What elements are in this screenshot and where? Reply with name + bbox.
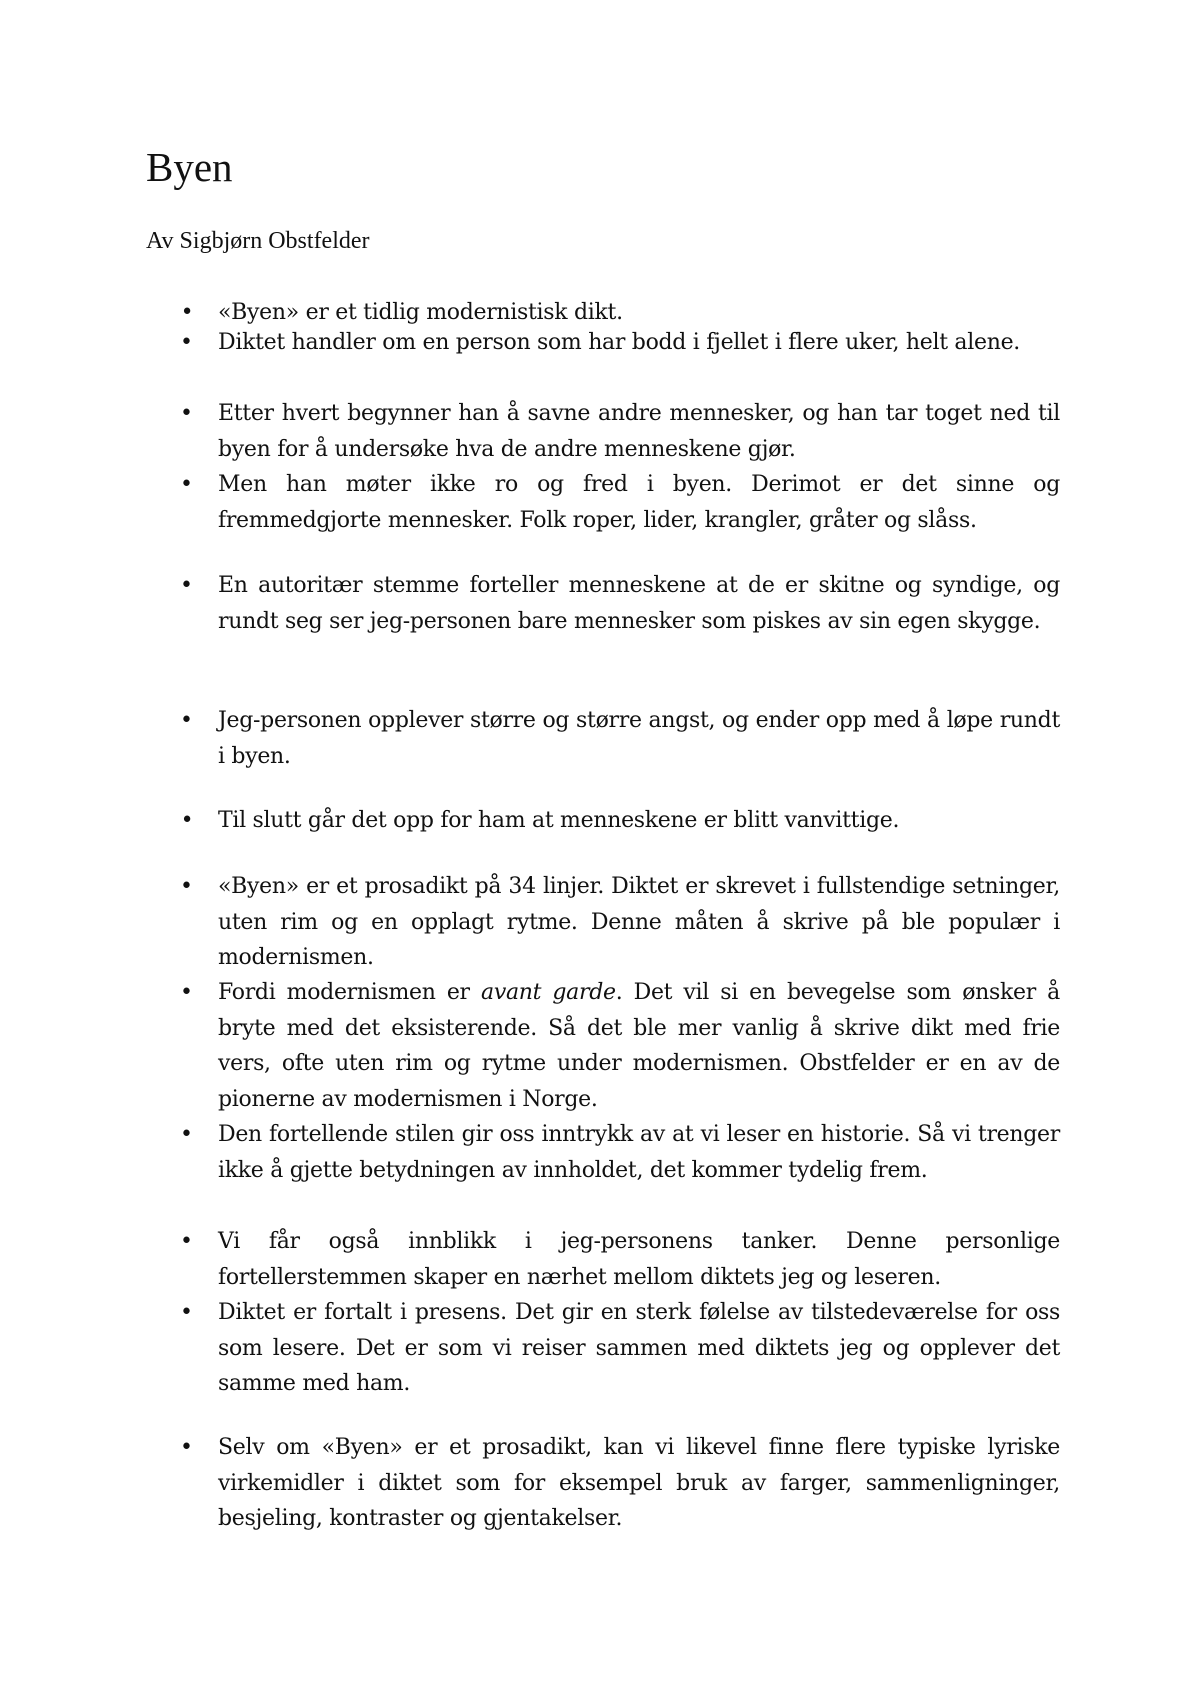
list-item-text — [218, 975, 1060, 1117]
text-run: . Det vil si en bevegelse som ønsker å bryte med det eksisterende. Så det ble mer vanlig å skrive dikt med frie vers, ofte uten rim og rytme under modernismen. Obstfelder er en av de pionerne av modernismen i Norge. — [218, 980, 1060, 1112]
list-item — [180, 396, 1060, 467]
list-item-text: Men han møter ikke ro og fred i byen. Derimot er det sinne og fremmedgjorte mennesker. Folk roper, lider, krangler, gråter og slåss. — [218, 472, 1060, 533]
bullet-icon: • — [180, 980, 193, 1005]
list-item — [180, 1117, 1060, 1188]
list-item-text: Etter hvert begynner han å savne andre mennesker, og han tar toget ned til byen for å undersøke hva de andre menneskene gjør. — [218, 401, 1060, 462]
list-item-text: Diktet er fortalt i presens. Det gir en sterk følelse av tilstedeværelse for oss som lesere. Det er som vi reiser sammen med diktets jeg og opplever det samme med ham. — [218, 1300, 1060, 1396]
list-item — [180, 568, 1060, 639]
bullet-icon: • — [180, 401, 193, 426]
bullet-icon: • — [180, 1435, 193, 1460]
bullet-icon: • — [180, 708, 193, 733]
list-item-text: Jeg-personen opplever større og større angst, og ender opp med å løpe rundt i byen. — [218, 708, 1060, 769]
list-item-text: Til slutt går det opp for ham at menneskene er blitt vanvittige. — [218, 808, 900, 833]
list-item — [180, 1430, 1060, 1537]
list-item — [180, 1295, 1060, 1402]
list-item — [180, 325, 1060, 361]
list-item — [180, 467, 1060, 538]
list-item — [180, 1224, 1060, 1295]
list-item — [180, 975, 1060, 1117]
bullet-icon: • — [180, 1300, 193, 1325]
author-line: Av Sigbjørn Obstfelder — [146, 228, 370, 254]
bullet-icon: • — [180, 300, 194, 325]
bullet-icon: • — [180, 573, 193, 598]
bullet-icon: • — [180, 808, 194, 833]
list-item-text: «Byen» er et tidlig modernistisk dikt. — [218, 300, 623, 325]
bullet-icon: • — [180, 472, 193, 497]
bullet-icon: • — [180, 874, 193, 899]
list-item — [180, 869, 1060, 976]
list-item-text: Den fortellende stilen gir oss inntrykk av at vi leser en historie. Så vi trenger ikke å gjette betydningen av innholdet, det kommer tydelig frem. — [218, 1122, 1060, 1183]
page-title: Byen — [146, 144, 233, 190]
emphasis-text: avant garde — [481, 980, 616, 1005]
list-item-text: «Byen» er et prosadikt på 34 linjer. Diktet er skrevet i fullstendige setninger, uten rim og en opplagt rytme. Denne måten å skrive på ble populær i modernismen. — [218, 874, 1060, 970]
list-item-text: Selv om «Byen» er et prosadikt, kan vi likevel finne flere typiske lyriske virkemidler i diktet som for eksempel bruk av farger, sammenligninger, besjeling, kontraster og gjentakelser. — [218, 1435, 1060, 1531]
list-item-text: Vi får også innblikk i jeg-personens tanker. Denne personlige fortellerstemmen skaper en nærhet mellom diktets jeg og leseren. — [218, 1229, 1060, 1290]
list-item-text: En autoritær stemme forteller menneskene at de er skitne og syndige, og rundt seg ser jeg-personen bare mennesker som piskes av sin egen skygge. — [218, 573, 1060, 634]
bullet-icon: • — [180, 1229, 193, 1254]
list-item — [180, 703, 1060, 774]
list-item-text: Diktet handler om en person som har bodd i fjellet i flere uker, helt alene. — [218, 330, 1020, 355]
bullet-icon: • — [180, 1122, 193, 1147]
text-run: Fordi modernismen er — [218, 980, 481, 1005]
list-item — [180, 803, 1060, 839]
bullet-icon: • — [180, 330, 193, 355]
